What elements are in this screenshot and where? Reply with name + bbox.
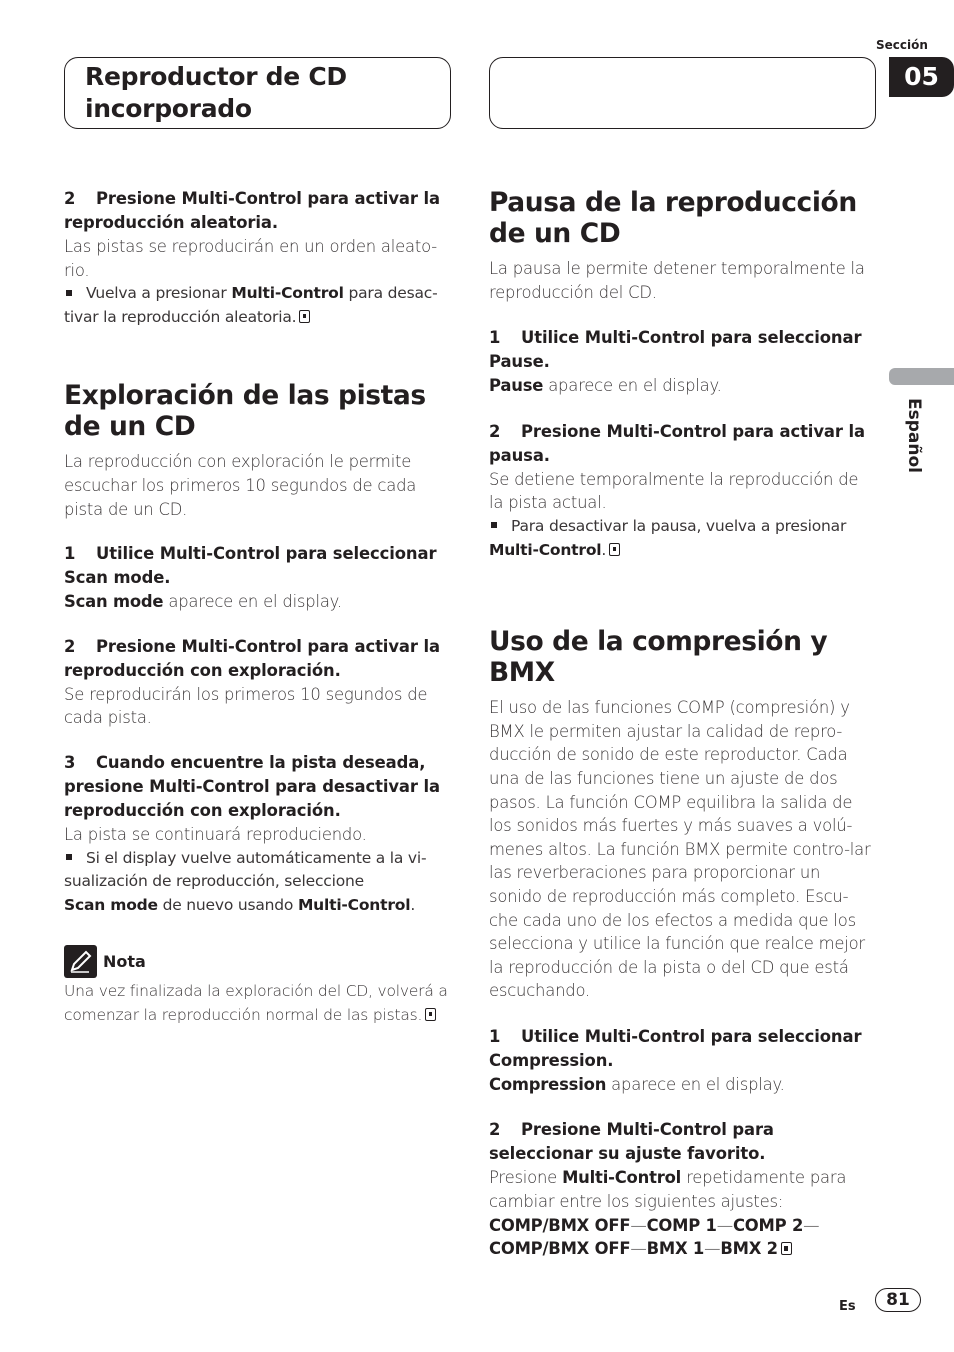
bullet-icon: [66, 854, 72, 860]
footer-lang-code: Es: [839, 1299, 856, 1314]
end-mark-icon: [425, 1008, 436, 1021]
step-heading-text: Presione Multi-Control para activar la reproducción con exploración.: [64, 636, 440, 680]
pause-step2-bullet: [489, 515, 875, 562]
note-body: [64, 980, 450, 1027]
setting-separator: —: [716, 1215, 733, 1235]
step-number: 1: [64, 544, 76, 564]
step-heading-text: Utilice Multi-Control para seleccionar Pause.: [489, 328, 862, 372]
bullet-bold: Scan mode: [64, 895, 158, 914]
pause-step1-body: [489, 374, 875, 398]
comp-step2-body: [489, 1166, 875, 1213]
bullet-text-end: .: [410, 895, 416, 914]
setting-separator: —: [630, 1215, 647, 1235]
body-bold: Multi-Control: [562, 1168, 682, 1188]
bullet-text: Si el display vuelve automáticamente a la vi-sualización de reproducción, seleccione: [64, 848, 427, 891]
comp-step1-body: [489, 1073, 875, 1097]
page-number: 81: [875, 1288, 921, 1312]
scan-intro: La reproducción con exploración le permite escuchar los primeros 10 segundos de cada pista de un CD.: [64, 452, 417, 519]
chapter-title: [85, 61, 347, 125]
step-random-body: Las pistas se reproducirán en un orden aleato-rio.: [64, 237, 437, 280]
bullet-text-mid: de nuevo usando: [157, 895, 298, 914]
setting-name: COMP 2: [732, 1215, 804, 1235]
note-text: Una vez finalizada la exploración del CD, volverá a comenzar la reproducción normal de las pistas.: [64, 982, 448, 1024]
pause-step1-heading: [489, 326, 875, 374]
end-mark-icon: [781, 1242, 792, 1255]
bullet-text: Vuelva a presionar: [86, 284, 232, 303]
note-title: Nota: [103, 952, 146, 972]
comp-step1-heading: [489, 1025, 875, 1073]
step-heading-text: Presione Multi-Control para seleccionar su ajuste favorito.: [489, 1120, 774, 1164]
chapter-title-line2: incorporado: [85, 94, 252, 123]
bullet-icon: [66, 290, 72, 296]
body-text: aparece en el display.: [163, 592, 342, 612]
scan-step1-body: [64, 590, 450, 614]
setting-separator: —: [704, 1239, 721, 1259]
section-label: Sección: [876, 38, 928, 52]
body-bold: Pause: [489, 376, 544, 396]
scan-section-title: Exploración de las pistas de un CD: [64, 380, 426, 443]
bullet-text-end: para desac-tivar la reproducción aleatoria.: [64, 284, 438, 326]
right-column: [489, 187, 875, 1261]
step-number: 2: [64, 189, 76, 208]
step-random-bullet: [64, 282, 450, 329]
setting-name: BMX 2: [720, 1239, 778, 1259]
body-text: aparece en el display.: [606, 1074, 785, 1094]
setting-name: COMP/BMX OFF: [489, 1215, 631, 1235]
step-heading-text: Utilice Multi-Control para seleccionar Scan mode.: [64, 544, 437, 588]
comp-step2-heading: [489, 1118, 875, 1166]
setting-name: COMP 1: [646, 1215, 717, 1235]
note-header: [64, 945, 450, 978]
step-number: 2: [489, 421, 501, 441]
setting-separator: —: [803, 1215, 820, 1235]
body-text: aparece en el display.: [543, 376, 722, 396]
bullet-text-end: .: [601, 540, 607, 559]
end-mark-icon: [609, 543, 620, 556]
setting-name: COMP/BMX OFF: [489, 1239, 631, 1259]
step-number: 3: [64, 752, 76, 772]
scan-step3-bullet: [64, 847, 450, 918]
pause-step2-body: Se detiene temporalmente la reproducción de la pista actual.: [489, 469, 859, 513]
scan-step2-heading: [64, 635, 450, 683]
scan-step3-body: La pista se continuará reproduciendo.: [64, 824, 367, 844]
step-number: 1: [489, 1026, 501, 1046]
pause-step2-heading: [489, 420, 875, 468]
scan-step1-heading: [64, 542, 450, 590]
pencil-note-icon: [64, 945, 97, 978]
header-empty-box: [489, 57, 876, 129]
comp-settings-line1: [489, 1214, 875, 1238]
end-mark-icon: [299, 310, 310, 323]
pause-intro: La pausa le permite detener temporalmente la reproducción del CD.: [489, 259, 865, 302]
step-number: 2: [64, 636, 76, 656]
step-number: 2: [489, 1120, 501, 1140]
step-number: 1: [489, 328, 501, 348]
step-random-heading: [64, 187, 450, 235]
step-heading-text: Utilice Multi-Control para seleccionar Compression.: [489, 1026, 862, 1070]
bullet-icon: [491, 522, 497, 528]
comp-intro: El uso de las funciones COMP (compresión) y BMX le permiten ajustar la calidad de repro-ducción de sonido de este reproductor. Cada una de las funciones tiene un ajuste de dos pasos. La función COMP equilibra la salida de los sonidos más fuertes y más suaves a volú-menes altos. La función BMX permite contro-lar las reverberaciones para proporcionar un sonido de reproducción más completo. Escu-che cada uno de los efectos a medida que los selecciona y utilice la función que realce mejor la reproducción de la pista o del CD que está escuchando.: [489, 698, 871, 1001]
pause-section-title: Pausa de la reproducción de un CD: [489, 187, 857, 249]
body-bold: Scan mode: [64, 592, 164, 612]
body-text: Presione: [489, 1168, 563, 1188]
step-heading-text: Presione Multi-Control para activar la reproducción aleatoria.: [64, 189, 440, 232]
setting-separator: —: [630, 1239, 647, 1259]
step-heading-text: Cuando encuentre la pista deseada, presione Multi-Control para desactivar la reproducción con exploración.: [64, 752, 440, 820]
left-column: [64, 187, 450, 1028]
scan-step3-heading: [64, 751, 450, 823]
step-heading-text: Presione Multi-Control para activar la pausa.: [489, 421, 865, 465]
bullet-bold: Multi-Control: [489, 540, 602, 559]
language-tab-bar: [889, 368, 954, 385]
setting-name: BMX 1: [646, 1239, 705, 1259]
bullet-bold-2: Multi-Control: [297, 895, 411, 914]
language-tab-label: Español: [904, 398, 924, 473]
comp-settings-line2: [489, 1237, 875, 1261]
bullet-bold: Multi-Control: [231, 284, 344, 303]
bullet-text: Para desactivar la pausa, vuelva a presionar: [511, 516, 847, 535]
body-text-end: repetidamente para cambiar entre los siguientes ajustes:: [489, 1168, 847, 1212]
chapter-title-line1: Reproductor de CD: [85, 62, 347, 91]
comp-section-title: Uso de la compresión y BMX: [489, 626, 828, 689]
scan-step2-body: Se reproducirán los primeros 10 segundos de cada pista.: [64, 684, 428, 728]
body-bold: Compression: [489, 1074, 607, 1094]
section-number-badge: 05: [889, 57, 954, 97]
